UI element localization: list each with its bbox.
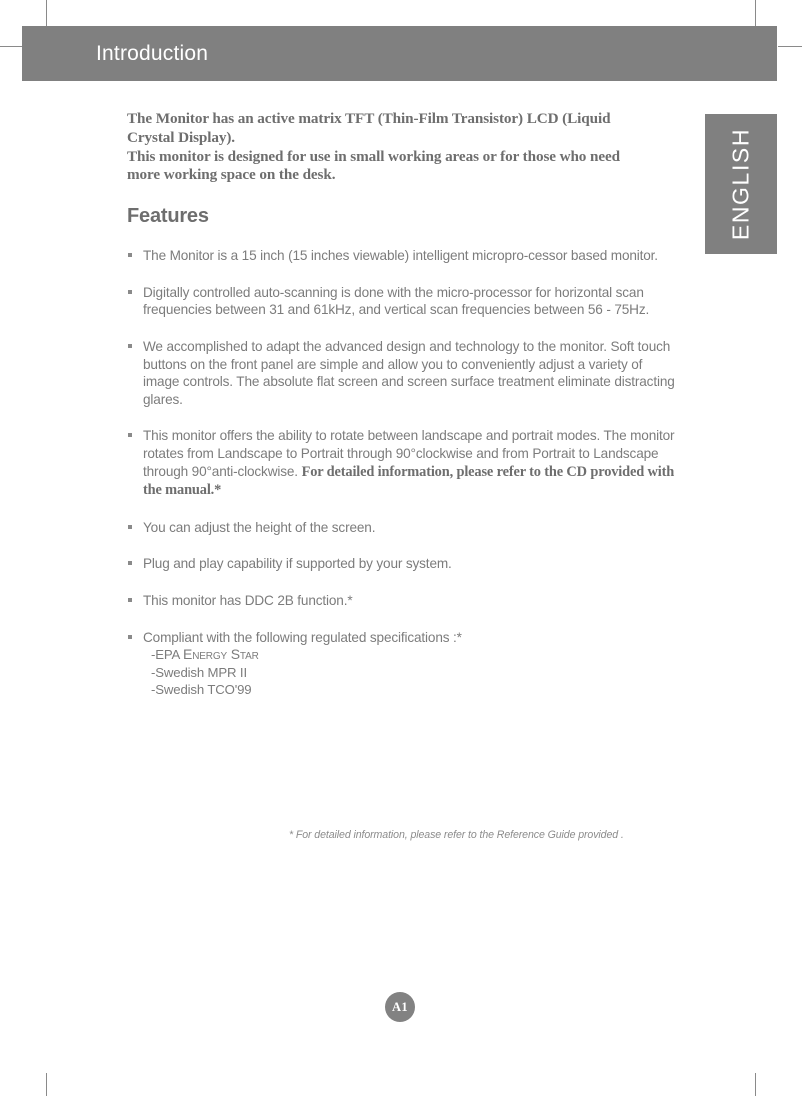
feature-text: The Monitor is a 15 inch (15 inches viewable) intelligent micropro-cessor based monitor.: [143, 248, 658, 264]
compliance-sub-list: [143, 646, 675, 699]
content-area: [127, 110, 675, 718]
sub-item-dash: -: [151, 647, 156, 663]
footnote: * For detailed information, please refer to the Reference Guide provided .: [289, 829, 624, 841]
features-list: [127, 247, 675, 699]
sub-list-item: [151, 646, 675, 664]
page-number-badge: [385, 992, 415, 1022]
crop-mark-left: [0, 46, 22, 47]
crop-mark-bottom-left: [46, 1073, 47, 1096]
feature-text: This monitor offers the ability to rotate between landscape and portrait modes. The monitor rotates from Landscape to Portrait through 90°clockwise and from Portrait to Landscape through 90°anti-clockwise.: [143, 428, 675, 479]
feature-text: We accomplished to adapt the advanced design and technology to the monitor. Soft touch buttons on the front panel are simple and allow you to conveniently adjust a variety of image controls. The absolute flat screen and screen surface treatment eliminate distracting glares.: [143, 338, 675, 407]
feature-text: Compliant with the following regulated specifications :*: [143, 629, 462, 645]
sub-item-label: EPA: [155, 647, 183, 663]
sub-item-dash: -: [151, 682, 156, 698]
language-tab-label: ENGLISH: [727, 127, 754, 241]
feature-text: You can adjust the height of the screen.: [143, 519, 376, 535]
intro-line-3: This monitor is designed for use in small working areas or for those who need: [127, 147, 620, 165]
sub-item-smallcaps: Energy Star: [183, 646, 259, 663]
list-item: [127, 592, 675, 610]
list-item: [127, 338, 675, 408]
intro-line-2: Crystal Display).: [127, 128, 235, 146]
list-item: [127, 427, 675, 499]
sub-list-item: [151, 681, 675, 699]
page-title: Introduction: [96, 42, 209, 65]
list-item: [127, 629, 675, 699]
language-tab-english: [705, 114, 777, 254]
sub-list-item: [151, 664, 675, 682]
sub-item-label: Swedish MPR II: [155, 664, 247, 680]
header-bar: [22, 26, 777, 81]
crop-mark-top-left: [46, 0, 47, 27]
feature-text: Plug and play capability if supported by your system.: [143, 556, 452, 572]
feature-emphasis: For detailed information, please refer to the CD provided with the manual.*: [143, 463, 675, 499]
list-item: [127, 284, 675, 319]
features-heading: Features: [127, 205, 209, 228]
crop-mark-right: [778, 46, 802, 47]
list-item: [127, 247, 675, 265]
list-item: [127, 555, 675, 573]
intro-line-1: The Monitor has an active matrix TFT (Thin-Film Transistor) LCD (Liquid: [127, 110, 611, 127]
intro-paragraph: [127, 110, 675, 185]
intro-line-4: more working space on the desk.: [127, 166, 336, 184]
feature-text: Digitally controlled auto-scanning is done with the micro-processor for horizontal scan frequencies between 31 and 61kHz, and vertical scan frequencies between 56 - 75Hz.: [143, 284, 650, 318]
crop-mark-top-right: [755, 0, 756, 27]
page-number-label: A1: [392, 999, 408, 1014]
feature-text: This monitor has DDC 2B function.*: [143, 592, 353, 608]
crop-mark-bottom-right: [755, 1073, 756, 1096]
sub-item-label: Swedish TCO'99: [155, 682, 252, 698]
list-item: [127, 519, 675, 537]
sub-item-dash: -: [151, 664, 156, 680]
